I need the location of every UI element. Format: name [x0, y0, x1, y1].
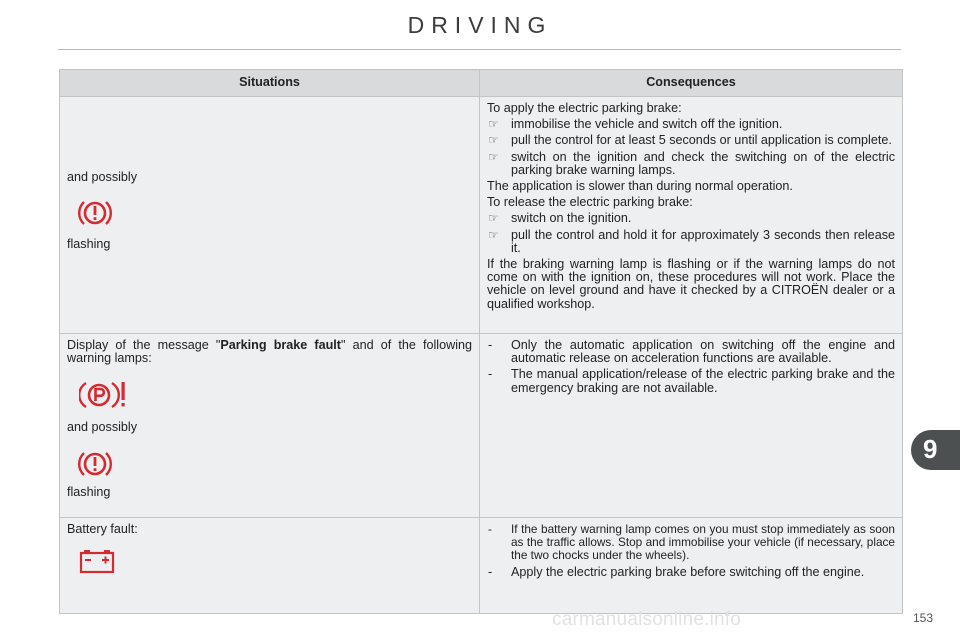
table-row: [60, 334, 903, 518]
situation-cell: [60, 518, 480, 614]
title-divider: [58, 49, 901, 50]
list-item: ☞ switch on the ignition and check the switching on of the electric parking brake warning lamps.: [488, 149, 895, 177]
and-possibly-text: and possibly: [67, 420, 138, 435]
pointing-hand-icon: ☞: [488, 117, 499, 132]
slower-note: The application is slower than during normal operation.: [487, 179, 793, 194]
flashing-text: flashing: [67, 484, 111, 499]
flashing-text: flashing: [67, 237, 111, 252]
list-item: - If the battery warning lamp comes on you must stop immediately as soon as the traffic allows. Stop and immobilise your vehicle (if necessary, place the two chocks under the wheels).: [488, 522, 895, 563]
list-item: ☞ pull the control and hold it for approximately 3 seconds then release it.: [488, 227, 895, 255]
brake-warning-icon: [77, 196, 113, 230]
list-item: - The manual application/release of the electric parking brake and the emergency braking are not available.: [488, 367, 895, 395]
fault-message-text: Display of the message "Parking brake fault" and of the following warning lamps:: [67, 338, 473, 366]
apply-intro: To apply the electric parking brake:: [487, 101, 682, 115]
page-number: 153: [913, 611, 934, 625]
pointing-hand-icon: ☞: [488, 149, 499, 164]
consequence-cell: [480, 334, 903, 518]
fault-message-bold: Parking brake fault: [220, 338, 342, 352]
list-item: ☞ switch on the ignition.: [488, 211, 632, 226]
consequence-cell: [480, 518, 903, 614]
situation-cell: [60, 97, 480, 334]
list-item: ☞ immobilise the vehicle and switch off the ignition.: [488, 117, 783, 132]
table-row: [60, 518, 903, 614]
list-item: ☞ pull the control for at least 5 seconds or until application is complete.: [488, 133, 892, 148]
consequence-cell: [480, 97, 903, 334]
pointing-hand-icon: ☞: [488, 211, 499, 226]
pointing-hand-icon: ☞: [488, 133, 499, 148]
watermark: carmanualsonline.info: [552, 609, 742, 630]
table-header-row: [60, 70, 903, 97]
page-title: DRIVING: [407, 12, 553, 38]
table-row: [60, 97, 903, 334]
situation-cell: [60, 334, 480, 518]
list-item: - Only the automatic application on switching off the engine and automatic release on acceleration functions are available.: [488, 338, 895, 366]
warning-paragraph: If the braking warning lamp is flashing or if the warning lamps do not come on with the ignition on, these procedures will not work. Place the vehicle on level ground and have it checked by a CITROËN dealer or a qualified workshop.: [487, 257, 895, 311]
header-situations: Situations: [60, 70, 480, 97]
battery-fault-text: Battery fault:: [67, 522, 138, 536]
chapter-number: 9: [923, 434, 938, 464]
pointing-hand-icon: ☞: [488, 227, 499, 242]
chapter-tab[interactable]: [911, 430, 960, 470]
and-possibly-text: and possibly: [67, 170, 138, 184]
header-consequences: Consequences: [480, 70, 903, 97]
battery-icon: [79, 548, 115, 574]
parking-brake-fault-icon: [79, 378, 139, 412]
brake-warning-icon: [77, 447, 113, 481]
release-intro: To release the electric parking brake:: [487, 195, 693, 210]
situations-table: [59, 69, 903, 614]
list-item: - Apply the electric parking brake before switching off the engine.: [488, 564, 865, 579]
